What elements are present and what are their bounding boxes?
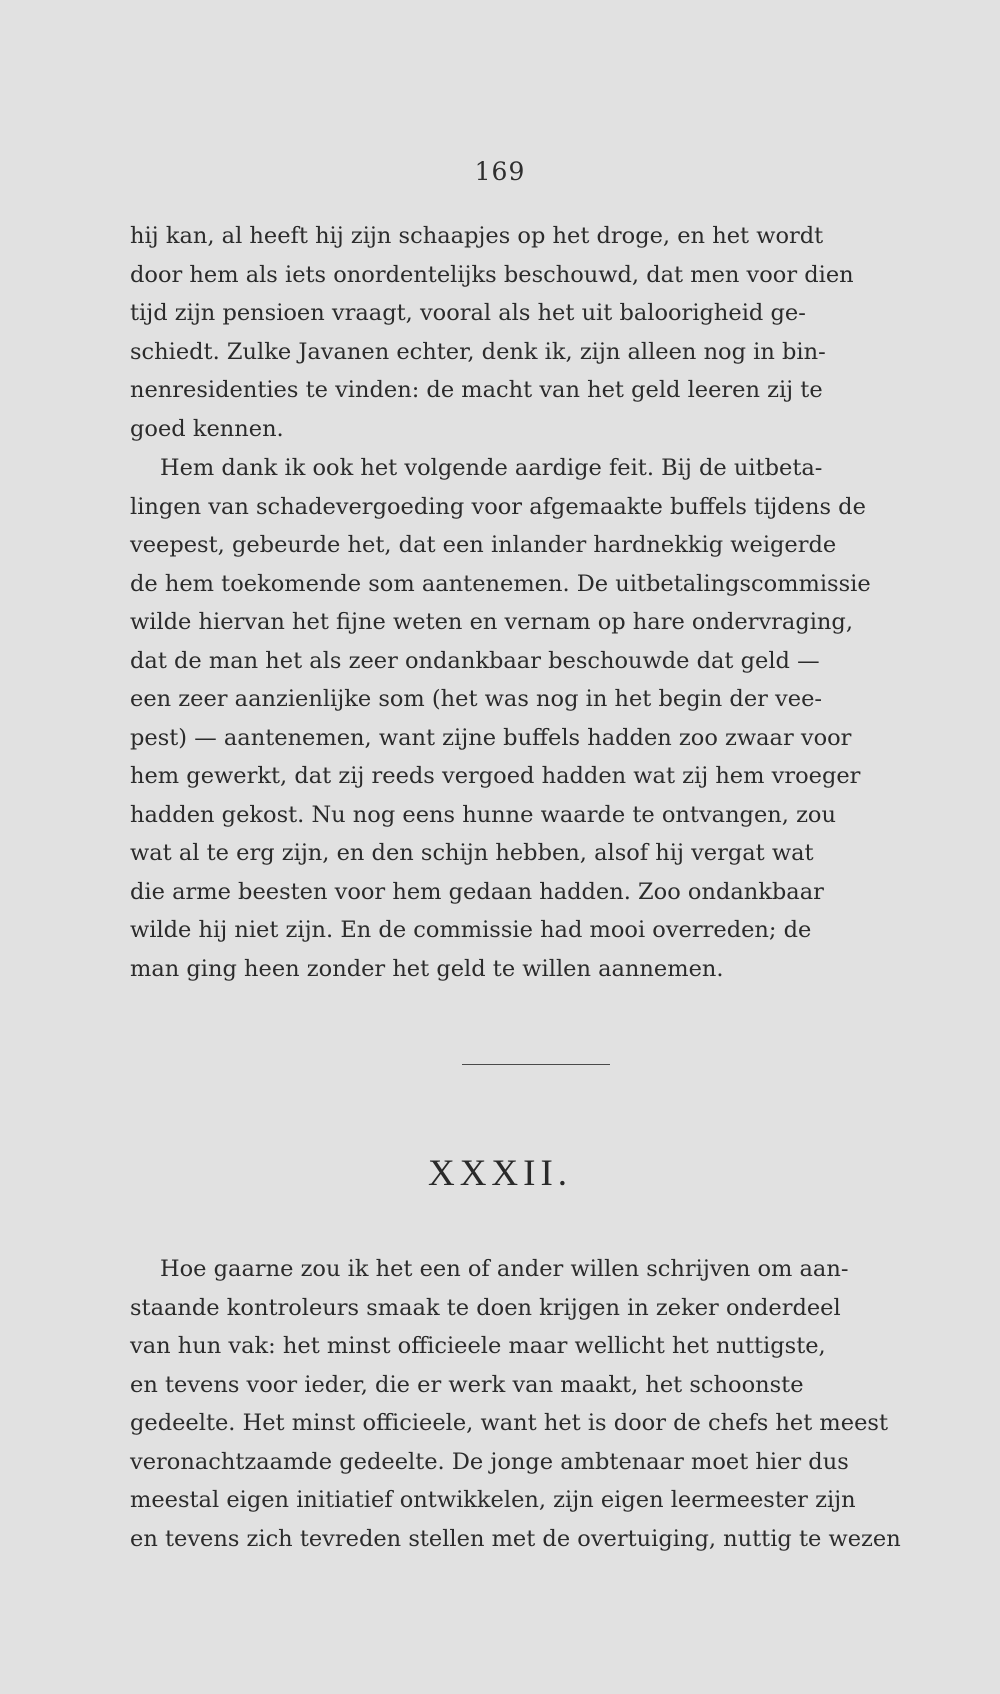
text-line: hem gewerkt, dat zij reeds vergoed hadden wat zij hem vroeger <box>130 763 861 789</box>
text-line: veepest, gebeurde het, dat een inlander hardnekkig weigerde <box>130 532 837 558</box>
chapter-heading: XXXII. <box>427 1153 573 1194</box>
text-line: meestal eigen initiatief ontwikkelen, zijn eigen leermeester zijn <box>130 1487 856 1513</box>
text-line: die arme beesten voor hem gedaan hadden. Zoo ondankbaar <box>130 878 824 905</box>
text-line: staande kontroleurs smaak te doen krijgen in zeker onderdeel <box>130 1294 841 1321</box>
text-line: hadden gekost. Nu nog eens hunne waarde te ontvangen, zou <box>130 801 836 828</box>
text-line: hij kan, al heeft hij zijn schaapjes op het droge, en het wordt <box>130 223 824 249</box>
paragraph-1 <box>130 217 950 448</box>
text-line: gedeelte. Het minst officieele, want het is door de chefs het meest <box>130 1410 888 1436</box>
text-line: nenresidenties te vinden: de macht van het geld leeren zij te <box>130 377 823 403</box>
text-line: wilde hiervan het fijne weten en vernam op hare ondervraging, <box>130 609 853 635</box>
section-divider <box>462 1064 610 1065</box>
text-line: van hun vak: het minst officieele maar wellicht het nuttigste, <box>130 1333 826 1359</box>
text-line: goed kennen. <box>130 415 284 442</box>
text-line: Hem dank ik ook het volgende aardige feit. Bij de uitbeta- <box>160 455 823 481</box>
text-line: pest) — aantenemen, want zijne buffels hadden zoo zwaar voor <box>130 724 852 751</box>
text-line: wilde hij niet zijn. En de commissie had mooi overreden; de <box>130 917 812 943</box>
text-line: een zeer aanzienlijke som (het was nog in het begin der vee- <box>130 686 823 712</box>
text-line: tijd zijn pensioen vraagt, vooral als het uit baloorigheid ge- <box>130 300 806 326</box>
page-number: 169 <box>474 157 526 186</box>
text-line: Hoe gaarne zou ik het een of ander willen schrijven om aan- <box>160 1256 849 1282</box>
text-line: door hem als iets onordentelijks beschouwd, dat men voor dien <box>130 261 854 288</box>
text-line: de hem toekomende som aantenemen. De uitbetalingscommissie <box>130 570 871 597</box>
text-line: veronachtzaamde gedeelte. De jonge ambtenaar moet hier dus <box>130 1448 849 1475</box>
text-line: schiedt. Zulke Javanen echter, denk ik, zijn alleen nog in bin- <box>130 338 826 365</box>
text-line: man ging heen zonder het geld te willen aannemen. <box>130 955 724 982</box>
text-line: dat de man het als zeer ondankbaar beschouwde dat geld — <box>130 647 820 674</box>
text-line: en tevens voor ieder, die er werk van maakt, het schoonste <box>130 1371 804 1398</box>
text-line: lingen van schadevergoeding voor afgemaakte buffels tijdens de <box>130 493 866 520</box>
paragraph-2 <box>130 449 950 988</box>
text-line: wat al te erg zijn, en den schijn hebben, alsof hij vergat wat <box>130 840 814 866</box>
text-line: en tevens zich tevreden stellen met de overtuiging, nuttig te wezen <box>130 1525 901 1552</box>
paragraph-3 <box>130 1250 950 1558</box>
